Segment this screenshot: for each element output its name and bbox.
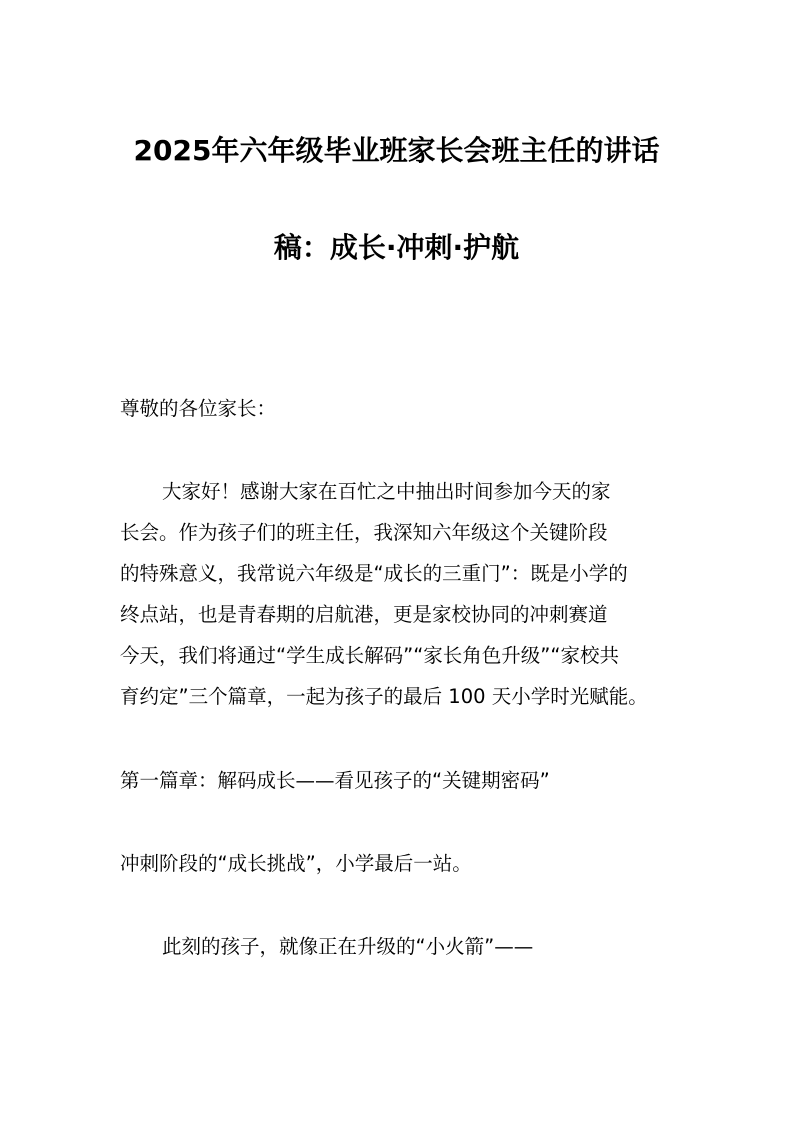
body-line: 此刻的孩子，就像正在升级的“小火箭”—— xyxy=(162,935,534,958)
paragraph-line: 大家好！感谢大家在百忙之中抽出时间参加今天的家 xyxy=(162,480,611,503)
paragraph-line: 育约定”三个篇章，一起为孩子的最后 100 天小学时光赋能。 xyxy=(120,685,648,708)
document-title-line-2: 稿：成长·冲刺·护航 xyxy=(273,231,520,264)
paragraph-line: 的特殊意义，我常说六年级是“成长的三重门”：既是小学的 xyxy=(120,562,628,585)
paragraph-line: 终点站，也是青春期的启航港，更是家校协同的冲刺赛道 xyxy=(120,603,608,626)
paragraph-line: 今天，我们将通过“学生成长解码”“家长角色升级”“家校共 xyxy=(120,644,620,667)
salutation: 尊敬的各位家长： xyxy=(120,397,277,420)
paragraph-line: 长会。作为孩子们的班主任，我深知六年级这个关键阶段 xyxy=(120,521,608,544)
document-title-line-1: 2025年六年级毕业班家长会班主任的讲话 xyxy=(133,134,660,167)
section-heading: 冲刺阶段的“成长挑战”，小学最后一站。 xyxy=(120,852,472,875)
chapter-heading: 第一篇章：解码成长——看见孩子的“关键期密码” xyxy=(120,769,550,792)
